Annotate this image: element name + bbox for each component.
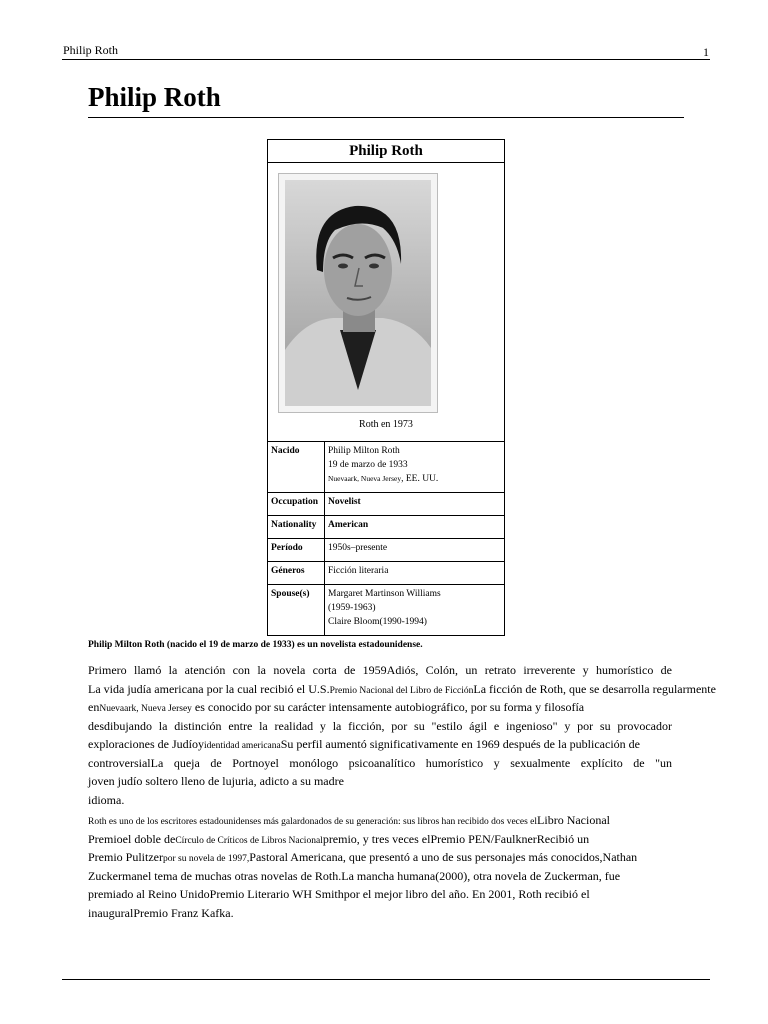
value-nationality: American bbox=[328, 520, 369, 530]
spouse-line: Margaret Martinson Williams bbox=[328, 589, 441, 599]
portrait-illustration bbox=[285, 180, 431, 406]
spouse-line: (1959-1963) bbox=[328, 603, 376, 613]
infobox-title: Philip Roth bbox=[268, 140, 504, 163]
page-number: 1 bbox=[703, 45, 709, 59]
infobox-row-period bbox=[268, 539, 504, 562]
running-header-title: Philip Roth bbox=[63, 43, 119, 57]
paragraph-line: idioma. bbox=[88, 792, 125, 807]
paragraph-line: inauguralPremio Franz Kafka. bbox=[88, 905, 234, 920]
born-date: 19 de marzo de 1933 bbox=[328, 460, 408, 470]
spouse-line: Claire Bloom(1990-1994) bbox=[328, 617, 427, 627]
paragraph-line: Zuckermanel tema de muchas otras novelas de Roth.La mancha humana(2000), otra novela de Zuckerman, fue bbox=[88, 868, 621, 883]
paragraph-line: Roth es uno de los escritores estadounidenses más galardonados de su generación: sus libros han recibido dos veces elLibro Nacional bbox=[88, 813, 611, 827]
label-born: Nacido bbox=[268, 442, 325, 492]
infobox bbox=[267, 139, 505, 636]
value-spouses bbox=[325, 585, 504, 635]
infobox-image-cell bbox=[268, 163, 504, 442]
label-period: Período bbox=[268, 539, 325, 561]
label-nationality: Nationality bbox=[268, 516, 325, 538]
label-genres: Géneros bbox=[268, 562, 325, 584]
infobox-row-spouses bbox=[268, 585, 504, 635]
value-occupation: Novelist bbox=[328, 497, 361, 507]
value-period: 1950s–presente bbox=[328, 543, 388, 553]
paragraph-line: enNuevaark, Nueva Jersey es conocido por su carácter intensamente autobiográfico, por su forma y filosofía bbox=[88, 700, 585, 714]
infobox-row-occupation bbox=[268, 493, 504, 516]
paragraph-line: La vida judía americana por la cual recibió el U.S.Premio Nacional del Libro de FicciónLa ficción de Roth, que se desarrolla regularmente bbox=[88, 681, 716, 696]
value-genres: Ficción literaria bbox=[328, 566, 389, 576]
photo-caption: Roth en 1973 bbox=[359, 419, 413, 430]
footer-rule bbox=[62, 979, 710, 980]
label-spouses: Spouse(s) bbox=[268, 585, 325, 635]
paragraph-2 bbox=[88, 811, 672, 922]
page-title: Philip Roth bbox=[88, 80, 684, 118]
portrait-photo-frame bbox=[278, 173, 438, 413]
lead-sentence: Philip Milton Roth (nacido el 19 de marzo de 1933) es un novelista estadounidense. bbox=[88, 640, 423, 650]
paragraph-line: Primero llamó la atención con la novela corta de 1959Adiós, Colón, un retrato irreverente y humorístico de bbox=[88, 663, 672, 677]
born-place-city: Nuevaark, Nueva Jersey bbox=[328, 474, 402, 483]
paragraph-line: exploraciones de Judíoyidentidad americanaSu perfil aumentó significativamente en 1969 después de la publicación de bbox=[88, 737, 640, 751]
label-occupation: Occupation bbox=[268, 493, 325, 515]
infobox-row-nationality bbox=[268, 516, 504, 539]
infobox-row-genres bbox=[268, 562, 504, 585]
value-born bbox=[325, 442, 504, 492]
paragraph-line: Premioel doble deCírculo de Críticos de Libros Nacionalpremio, y tres veces elPremio PEN/FaulknerRecibió un bbox=[88, 831, 590, 846]
born-name: Philip Milton Roth bbox=[328, 446, 400, 456]
portrait-photo bbox=[285, 180, 431, 406]
paragraph-line: premiado al Reino UnidoPremio Literario WH Smithpor el mejor libro del año. En 2001, Roth recibió el bbox=[88, 887, 590, 901]
infobox-row-born bbox=[268, 442, 504, 493]
paragraph-line: desdibujando la distinción entre la realidad y la ficción, por su "estilo ágil e ingenioso" y por su provocador bbox=[88, 718, 672, 733]
paragraph-line: joven judío soltero lleno de lujuria, adicto a su madre bbox=[88, 774, 344, 788]
born-place bbox=[328, 472, 504, 486]
paragraph-1 bbox=[88, 661, 716, 809]
running-header bbox=[62, 42, 710, 60]
born-place-country: , EE. UU. bbox=[401, 474, 439, 484]
paragraph-line: Premio Pulitzerpor su novela de 1997,Pastoral Americana, que presentó a uno de sus personajes más conocidos,Nathan bbox=[88, 850, 638, 864]
paragraph-line: controversialLa queja de Portnoyel monólogo psicoanalítico humorístico y sexualmente explícito de "un bbox=[88, 755, 672, 770]
